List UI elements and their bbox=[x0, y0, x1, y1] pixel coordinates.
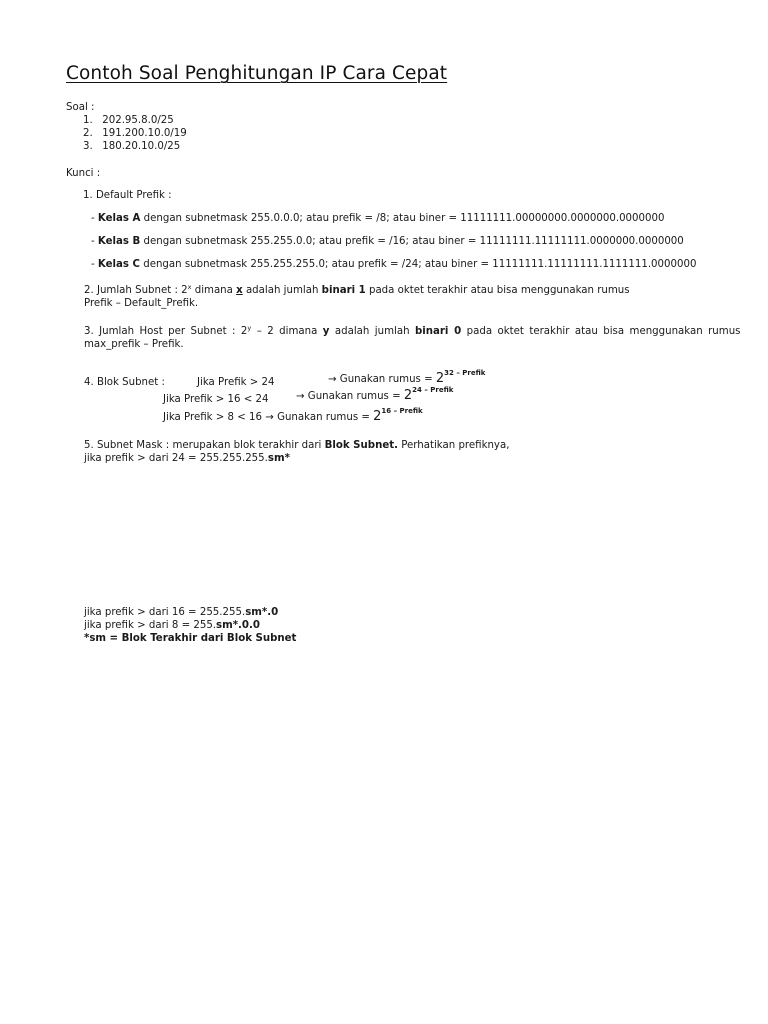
dash: - bbox=[91, 259, 98, 270]
base: 2 bbox=[403, 388, 413, 403]
text: adalah jumlah bbox=[329, 326, 415, 337]
blok-rule-2-cond: Jika Prefik > 16 < 24 bbox=[163, 394, 269, 405]
sm-value: sm*.0 bbox=[245, 607, 279, 618]
formula-text: Gunakan rumus = bbox=[307, 391, 404, 402]
text: Perhatikan prefiknya, bbox=[397, 440, 510, 451]
formula-text: Gunakan rumus = bbox=[277, 412, 374, 423]
blok-subnet-heading: 4. Blok Subnet : bbox=[84, 377, 165, 388]
binari-1: binari 1 bbox=[321, 285, 366, 296]
soal-item-number: 1. bbox=[83, 115, 93, 126]
subnet-mask-rule-24 bbox=[84, 452, 290, 466]
sm-value: sm* bbox=[267, 453, 290, 464]
kelas-c-line bbox=[91, 258, 696, 272]
blok-rule-3 bbox=[163, 407, 423, 425]
soal-item-number: 2. bbox=[83, 128, 93, 139]
text: pada oktet terakhir atau bisa menggunakan rumus bbox=[461, 326, 741, 337]
page-title: Contoh Soal Penghitungan IP Cara Cepat bbox=[66, 63, 448, 84]
text: dimana bbox=[191, 285, 237, 296]
jumlah-subnet-line bbox=[84, 284, 630, 298]
soal-item-text: 180.20.10.0/25 bbox=[102, 141, 181, 152]
soal-label: Soal : bbox=[66, 102, 95, 113]
soal-item-text: 202.95.8.0/25 bbox=[102, 115, 174, 126]
subnet-mask-rule-8 bbox=[84, 619, 260, 633]
base: 2 bbox=[435, 371, 445, 386]
kelas-name: Kelas A bbox=[97, 213, 141, 224]
soal-item-2 bbox=[83, 127, 187, 141]
kelas-name: Kelas B bbox=[97, 236, 141, 247]
exponent: 16 – Prefik bbox=[381, 407, 423, 415]
text: – 2 dimana bbox=[251, 326, 323, 337]
sm-footnote: *sm = Blok Terakhir dari Blok Subnet bbox=[84, 633, 297, 644]
blok-subnet-bold: Blok Subnet. bbox=[324, 440, 398, 451]
blok-rule-1-cond: Jika Prefik > 24 bbox=[197, 377, 275, 388]
arrow-right-icon: → bbox=[328, 374, 337, 385]
dash: - bbox=[91, 213, 98, 224]
binari-0: binari 0 bbox=[414, 326, 462, 337]
blok-rule-1-formula bbox=[328, 369, 486, 387]
soal-item-3 bbox=[83, 140, 180, 154]
jumlah-subnet-prefix: 2. Jumlah Subnet : 2 bbox=[84, 285, 188, 296]
dash: - bbox=[91, 236, 98, 247]
kelas-text: dengan subnetmask 255.0.0.0; atau prefik = /8; atau biner = 11111111.00000000.0000000.0000000 bbox=[140, 213, 665, 224]
exponent: 32 – Prefik bbox=[444, 369, 486, 377]
text: jika prefik > dari 24 = 255.255.255. bbox=[84, 453, 268, 464]
jumlah-subnet-formula: Prefik – Default_Prefik. bbox=[84, 298, 199, 309]
default-prefik-heading: 1. Default Prefik : bbox=[83, 190, 172, 201]
kelas-text: dengan subnetmask 255.255.255.0; atau prefik = /24; atau biner = 11111111.11111111.1111111.0000000 bbox=[140, 259, 697, 270]
exponent-x: x bbox=[187, 283, 192, 291]
arrow-right-icon: → bbox=[265, 412, 274, 423]
arrow-right-icon: → bbox=[296, 391, 305, 402]
kelas-b-line bbox=[91, 235, 684, 249]
kelas-name: Kelas C bbox=[97, 259, 140, 270]
condition: Jika Prefik > 8 < 16 bbox=[163, 412, 263, 423]
jumlah-host-prefix: 3. Jumlah Host per Subnet : 2 bbox=[84, 326, 248, 337]
variable-y: y bbox=[322, 326, 330, 337]
jumlah-host-line bbox=[84, 325, 740, 339]
soal-item-text: 191.200.10.0/19 bbox=[102, 128, 187, 139]
variable-x: x bbox=[236, 285, 243, 296]
soal-item-1 bbox=[83, 114, 174, 128]
subnet-mask-line bbox=[84, 439, 509, 453]
text: jika prefik > dari 16 = 255.255. bbox=[84, 607, 246, 618]
soal-item-number: 3. bbox=[83, 141, 93, 152]
jumlah-host-formula: max_prefik – Prefik. bbox=[84, 339, 184, 350]
subnet-mask-rule-16 bbox=[84, 606, 278, 620]
text: adalah jumlah bbox=[242, 285, 322, 296]
kelas-a-line bbox=[91, 212, 664, 226]
text: pada oktet terakhir atau bisa menggunakan rumus bbox=[365, 285, 630, 296]
kunci-label: Kunci : bbox=[66, 168, 101, 179]
exponent: 24 – Prefik bbox=[412, 386, 454, 394]
formula-text: Gunakan rumus = bbox=[339, 374, 436, 385]
text: 5. Subnet Mask : merupakan blok terakhir dari bbox=[84, 440, 325, 451]
exponent-y: y bbox=[247, 324, 252, 332]
base: 2 bbox=[373, 409, 382, 424]
blok-rule-2-formula bbox=[296, 386, 454, 404]
kelas-text: dengan subnetmask 255.255.0.0; atau prefik = /16; atau biner = 11111111.11111111.0000000.0000000 bbox=[140, 236, 684, 247]
sm-value: sm*.0.0 bbox=[216, 620, 260, 631]
text: jika prefik > dari 8 = 255. bbox=[84, 620, 217, 631]
